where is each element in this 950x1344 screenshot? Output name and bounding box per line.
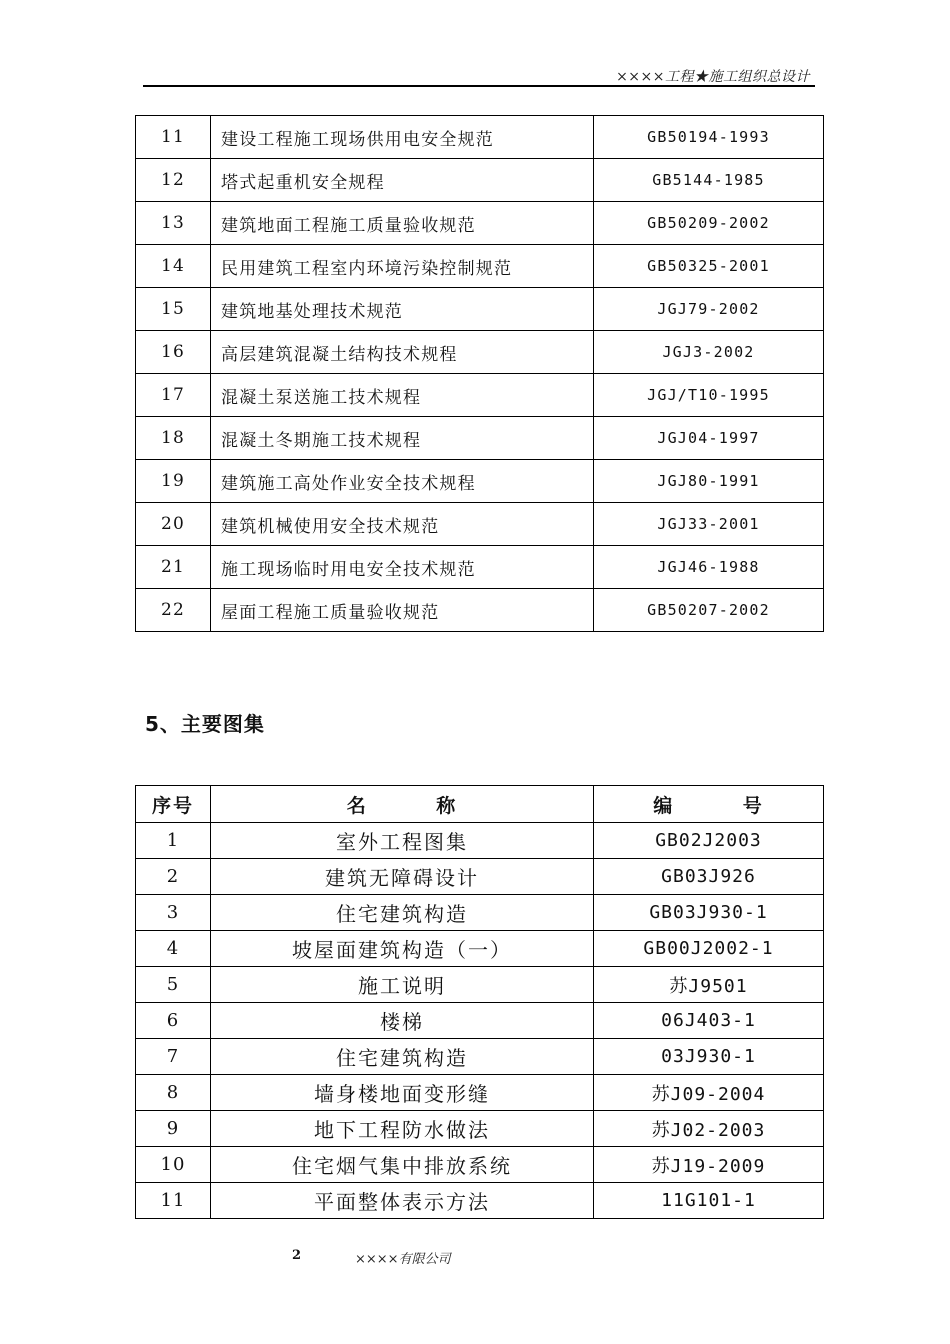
standards-row-name: 混凝土冬期施工技术规程 <box>211 417 594 460</box>
standards-row-num: 22 <box>136 589 211 632</box>
atlas-row-num: 4 <box>136 931 211 967</box>
standards-row-code: GB50207-2002 <box>594 589 824 632</box>
standards-row-num: 19 <box>136 460 211 503</box>
standards-row-name: 建筑机械使用安全技术规范 <box>211 503 594 546</box>
atlas-row-name: 平面整体表示方法 <box>211 1183 594 1219</box>
atlas-row <box>136 1147 824 1183</box>
atlas-row-name: 墙身楼地面变形缝 <box>211 1075 594 1111</box>
standards-table <box>135 115 824 632</box>
standards-row-num: 18 <box>136 417 211 460</box>
atlas-row-num: 8 <box>136 1075 211 1111</box>
atlas-header-row <box>136 786 824 823</box>
atlas-row <box>136 1183 824 1219</box>
header-rule <box>143 85 815 87</box>
standards-row-name: 建筑施工高处作业安全技术规程 <box>211 460 594 503</box>
standards-row-code: JGJ79-2002 <box>594 288 824 331</box>
standards-row-name: 建设工程施工现场供用电安全规范 <box>211 116 594 159</box>
standards-row-num: 12 <box>136 159 211 202</box>
standards-row-num: 13 <box>136 202 211 245</box>
atlas-row-code: GB03J930-1 <box>594 895 824 931</box>
standards-row-code: JGJ33-2001 <box>594 503 824 546</box>
standards-row <box>136 546 824 589</box>
page-number: 2 <box>292 1248 302 1263</box>
atlas-row-num: 5 <box>136 967 211 1003</box>
standards-row-code: JGJ46-1988 <box>594 546 824 589</box>
atlas-row <box>136 859 824 895</box>
standards-row-num: 20 <box>136 503 211 546</box>
atlas-row <box>136 823 824 859</box>
standards-row-num: 21 <box>136 546 211 589</box>
atlas-row <box>136 1111 824 1147</box>
atlas-row-num: 2 <box>136 859 211 895</box>
standards-row-name: 民用建筑工程室内环境污染控制规范 <box>211 245 594 288</box>
atlas-row-name: 室外工程图集 <box>211 823 594 859</box>
atlas-row-code: 苏J19-2009 <box>594 1147 824 1183</box>
atlas-row-num: 7 <box>136 1039 211 1075</box>
atlas-row-code: 苏J09-2004 <box>594 1075 824 1111</box>
atlas-row-name: 住宅烟气集中排放系统 <box>211 1147 594 1183</box>
standards-row-code: JGJ80-1991 <box>594 460 824 503</box>
atlas-row-num: 1 <box>136 823 211 859</box>
standards-row <box>136 417 824 460</box>
atlas-row-code: 苏J02-2003 <box>594 1111 824 1147</box>
standards-row-num: 16 <box>136 331 211 374</box>
atlas-row-name: 住宅建筑构造 <box>211 1039 594 1075</box>
standards-row <box>136 374 824 417</box>
atlas-row-num: 11 <box>136 1183 211 1219</box>
atlas-row-code: GB02J2003 <box>594 823 824 859</box>
standards-row-code: GB50209-2002 <box>594 202 824 245</box>
standards-row <box>136 245 824 288</box>
standards-row-name: 高层建筑混凝土结构技术规程 <box>211 331 594 374</box>
page-header-title: ××××工程★施工组织总设计 <box>616 69 810 85</box>
atlas-header-name: 名 称 <box>211 786 594 823</box>
atlas-row-name: 建筑无障碍设计 <box>211 859 594 895</box>
standards-row-num: 14 <box>136 245 211 288</box>
standards-row-name: 混凝土泵送施工技术规程 <box>211 374 594 417</box>
standards-row-num: 17 <box>136 374 211 417</box>
standards-row-code: JGJ/T10-1995 <box>594 374 824 417</box>
standards-row <box>136 460 824 503</box>
atlas-row-num: 6 <box>136 1003 211 1039</box>
atlas-row-code: GB03J926 <box>594 859 824 895</box>
atlas-row <box>136 1039 824 1075</box>
standards-row-code: JGJ04-1997 <box>594 417 824 460</box>
atlas-row <box>136 895 824 931</box>
standards-row-name: 施工现场临时用电安全技术规范 <box>211 546 594 589</box>
standards-row-name: 塔式起重机安全规程 <box>211 159 594 202</box>
standards-row-code: GB50194-1993 <box>594 116 824 159</box>
atlas-row-code: GB00J2002-1 <box>594 931 824 967</box>
atlas-table <box>135 785 824 1219</box>
standards-row <box>136 503 824 546</box>
standards-row-name: 屋面工程施工质量验收规范 <box>211 589 594 632</box>
standards-row <box>136 288 824 331</box>
standards-row <box>136 159 824 202</box>
standards-row-code: GB5144-1985 <box>594 159 824 202</box>
standards-row <box>136 202 824 245</box>
atlas-row-name: 坡屋面建筑构造（一） <box>211 931 594 967</box>
standards-table-body <box>136 116 824 632</box>
footer-company: ××××有限公司 <box>355 1252 451 1267</box>
atlas-row-num: 3 <box>136 895 211 931</box>
standards-row-num: 11 <box>136 116 211 159</box>
standards-row <box>136 331 824 374</box>
atlas-row-name: 楼梯 <box>211 1003 594 1039</box>
section-heading: 5、主要图集 <box>145 712 265 736</box>
atlas-row-code: 06J403-1 <box>594 1003 824 1039</box>
atlas-table-body <box>136 786 824 1219</box>
atlas-row <box>136 1003 824 1039</box>
atlas-row-code: 苏J9501 <box>594 967 824 1003</box>
atlas-header-num: 序号 <box>136 786 211 823</box>
atlas-row <box>136 931 824 967</box>
atlas-row-code: 03J930-1 <box>594 1039 824 1075</box>
atlas-header-code: 编 号 <box>594 786 824 823</box>
atlas-row <box>136 967 824 1003</box>
atlas-row-num: 10 <box>136 1147 211 1183</box>
standards-row <box>136 116 824 159</box>
atlas-row-num: 9 <box>136 1111 211 1147</box>
standards-row-code: GB50325-2001 <box>594 245 824 288</box>
atlas-row-name: 地下工程防水做法 <box>211 1111 594 1147</box>
atlas-row <box>136 1075 824 1111</box>
standards-row <box>136 589 824 632</box>
standards-row-name: 建筑地面工程施工质量验收规范 <box>211 202 594 245</box>
atlas-row-name: 住宅建筑构造 <box>211 895 594 931</box>
standards-row-code: JGJ3-2002 <box>594 331 824 374</box>
atlas-row-name: 施工说明 <box>211 967 594 1003</box>
standards-row-name: 建筑地基处理技术规范 <box>211 288 594 331</box>
atlas-row-code: 11G101-1 <box>594 1183 824 1219</box>
standards-row-num: 15 <box>136 288 211 331</box>
